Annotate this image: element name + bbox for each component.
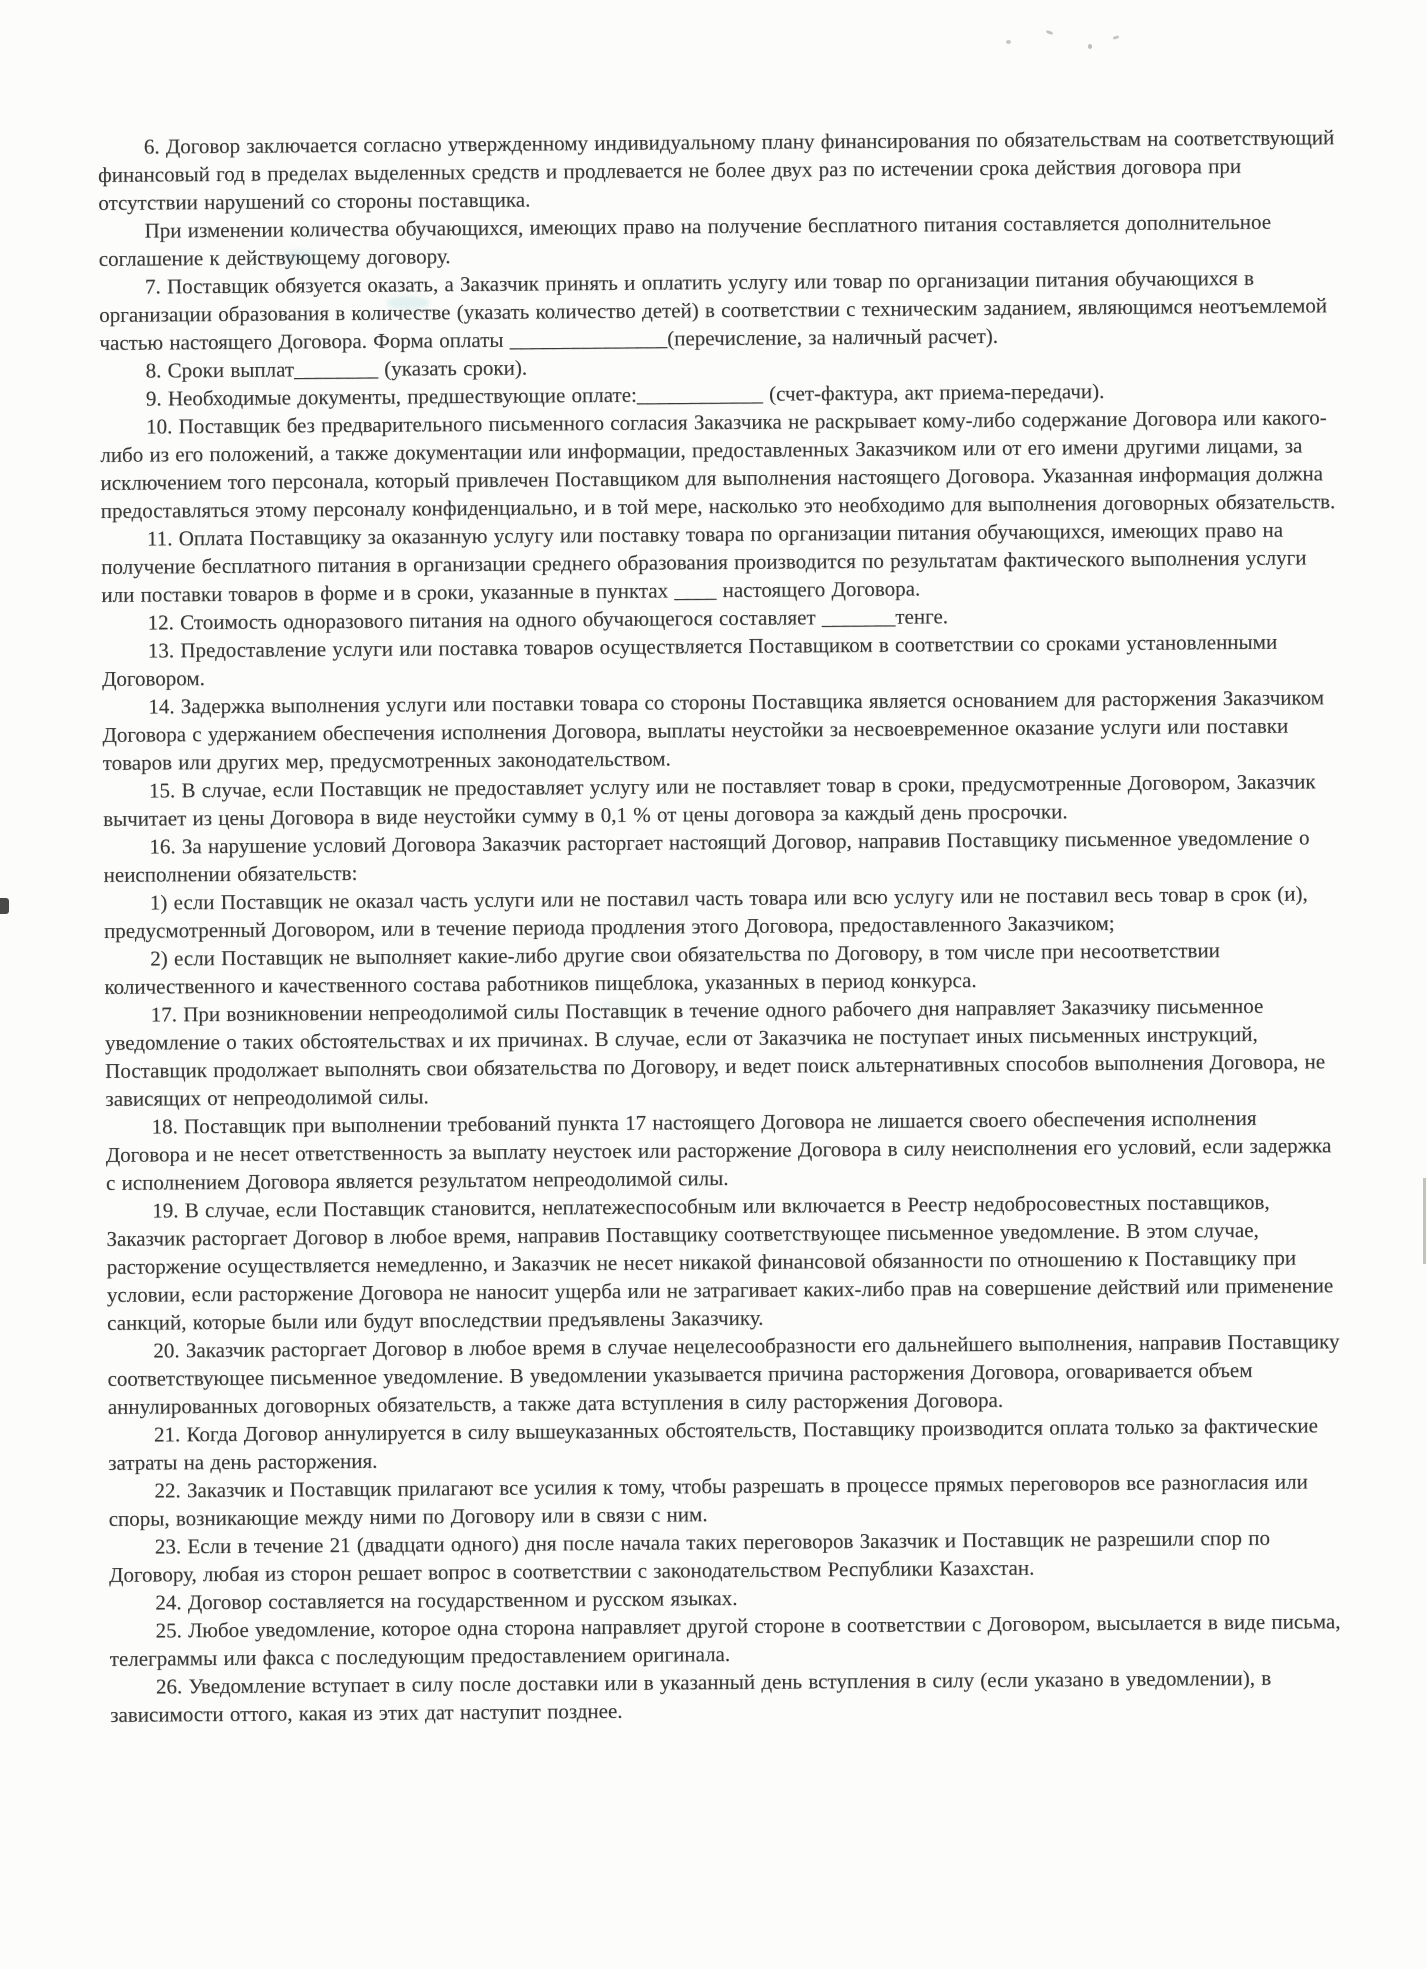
contract-clause: 1) если Поставщик не оказал часть услуги или не поставил часть товара или всю услугу или не поставил весь товар в срок (и), предусмотренный Договором, или в течение периода продления этого Договора, предоставленного Заказчиком;	[103, 881, 1308, 943]
contract-clause: 13. Предоставление услуги или поставка товаров осуществляется Поставщиком в соответствии со сроками установленными Договором.	[101, 629, 1278, 691]
contract-clause: 2) если Поставщик не выполняет какие-либо другие свои обязательства по Договору, в том числе при несоответствии количественного и качественного состава работников пищеблока, указанных в период конкурса.	[104, 938, 1220, 999]
contract-clause: 12. Стоимость одноразового питания на одного обучающегося составляет _______тенге.	[147, 604, 949, 635]
contract-clause: 10. Поставщик без предварительного письменного согласия Заказчика не раскрывает кому-либо содержание Договора или какого-либо из его положений, а также документации или информации, предоставленных Заказчиком или от его имени другими лицами, за исключением того персонала, который привлечен Поставщиком для выполнения настоящего Договора. Указанная информация должна предоставляться этому персоналу конфиденциально, и в той мере, насколько это необходимо для выполнения договорных обязательств.	[100, 405, 1336, 523]
scan-artifact	[1113, 35, 1120, 39]
contract-clause: 15. В случае, если Поставщик не предоставляет услугу или не поставляет товар в сроки, предусмотренные Договором, Заказчик вычитает из цены Договора в виде неустойки сумму в 0,1 % от цены договора за каждый день просрочки.	[103, 769, 1316, 831]
scan-artifact	[1088, 44, 1092, 49]
contract-clause: При изменении количества обучающихся, имеющих право на получение бесплатного питания составляется дополнительное соглашение к действующему договору.	[98, 209, 1272, 271]
contract-clause: 11. Оплата Поставщику за оказанную услугу или поставку товара по организации питания обучающихся, имеющих право на получение бесплатного питания в организации среднего образования производится по результатам фактического выполнения услуги или поставки товаров в форме и в сроки, указанные в пунктах ____ настоящего Договора.	[101, 517, 1307, 607]
scan-artifact	[1046, 30, 1054, 35]
contract-clause: 21. Когда Договор аннулируется в силу вышеуказанных обстоятельств, Поставщику производится оплата только за фактические затраты на день расторжения.	[108, 1413, 1318, 1475]
contract-clause: 8. Сроки выплат________ (указать сроки).	[145, 355, 528, 383]
contract-clause: 25. Любое уведомление, которое одна сторона направляет другой стороне в соответствии с Договором, высылается в виде письма, телеграммы или факса с последующим предоставлением оригинала.	[109, 1609, 1341, 1671]
contract-clause: 22. Заказчик и Поставщик прилагают все усилия к тому, чтобы разрешать в процессе прямых переговоров все разногласия или споры, возникающие между ними по Договору или в связи с ним.	[108, 1469, 1308, 1531]
contract-clause: 16. За нарушение условий Договора Заказчик расторгает настоящий Договор, направив Поставщику письменное уведомление о неисполнении обязательств:	[103, 825, 1310, 887]
contract-clause: 26. Уведомление вступает в силу после доставки или в указанный день вступления в силу (если указано в уведомлении), в зависимости оттого, какая из этих дат наступит позднее.	[110, 1665, 1272, 1727]
scan-artifact	[1423, 1178, 1426, 1264]
scan-artifact	[0, 898, 9, 914]
contract-clause: 9. Необходимые документы, предшествующие оплате:____________ (счет-фактура, акт приема-передачи).	[145, 378, 1105, 411]
contract-clause: 6. Договор заключается согласно утвержденному индивидуальному плану финансирования по обязательствам на соответствующий финансовый год в пределах выделенных средств и продлевается не более двух раз по истечении срока действия договора при отсутствии нарушений со стороны поставщика.	[97, 125, 1335, 215]
scan-artifact	[1006, 40, 1011, 44]
contract-clause: 19. В случае, если Поставщик становится, неплатежеспособным или включается в Реестр недобросовестных поставщиков, Заказчик расторгает Договор в любое время, направив Поставщику соответствующее письменное уведомление. В этом случае, расторжение осуществляется немедленно, и Заказчик не несет никакой финансовой обязанности по отношению к Поставщику при условии, если расторжение Договора не наносит ущерба или не затрагивает каких-либо прав на совершение действий или применение санкций, которые были или будут впоследствии предъявлены Заказчику.	[106, 1189, 1334, 1335]
contract-clause: 20. Заказчик расторгает Договор в любое время в случае нецелесообразности его дальнейшего выполнения, направив Поставщику соответствующее письменное уведомление. В уведомлении указывается причина расторжения Договора, оговаривается объем аннулированных договорных обязательств, а также дата вступления в силу расторжения Договора.	[107, 1329, 1340, 1419]
contract-clause: 17. При возникновении непреодолимой силы Поставщик в течение одного рабочего дня направляет Заказчику письменное уведомление о таких обстоятельствах и их причинах. В случае, если от Заказчика не поступает иных письменных инструкций, Поставщик продолжает выполнять свои обязательства по Договору, и ведет поиск альтернативных способов выполнения Договора, не зависящих от непреодолимой силы.	[104, 993, 1326, 1111]
contract-clause: 23. Если в течение 21 (двадцати одного) дня после начала таких переговоров Заказчик и Поставщик не разрешили спор по Договору, любая из сторон решает вопрос в соответствии с законодательством Республики Казахстан.	[108, 1525, 1271, 1587]
contract-clause: 24. Договор составляется на государственном и русском языках.	[155, 1585, 738, 1615]
contract-text	[98, 123, 1348, 1729]
contract-clause: 18. Поставщик при выполнении требований пункта 17 настоящего Договора не лишается своего обеспечения исполнения Договора и не несет ответственность за выплату неустоек или расторжение Договора в силу неисполнения его условий, если задержка с исполнением Договора является результатом непреодолимой силы.	[105, 1105, 1332, 1195]
contract-clause: 14. Задержка выполнения услуги или поставки товара со стороны Поставщика является основанием для расторжения Заказчиком Договора с удержанием обеспечения исполнения Договора, выплаты неустойки за несвоевременное оказание услуги или поставки товаров или других мер, предусмотренных законодательством.	[102, 685, 1325, 775]
contract-clause: 7. Поставщик обязуется оказать, а Заказчик принять и оплатить услугу или товар по организации питания обучающихся в организации образования в количестве (указать количество детей) в соответствии с техническим заданием, являющимся неотъемлемой частью настоящего Договора. Форма оплаты _______________(перечисление, за наличный расчет).	[99, 265, 1328, 355]
